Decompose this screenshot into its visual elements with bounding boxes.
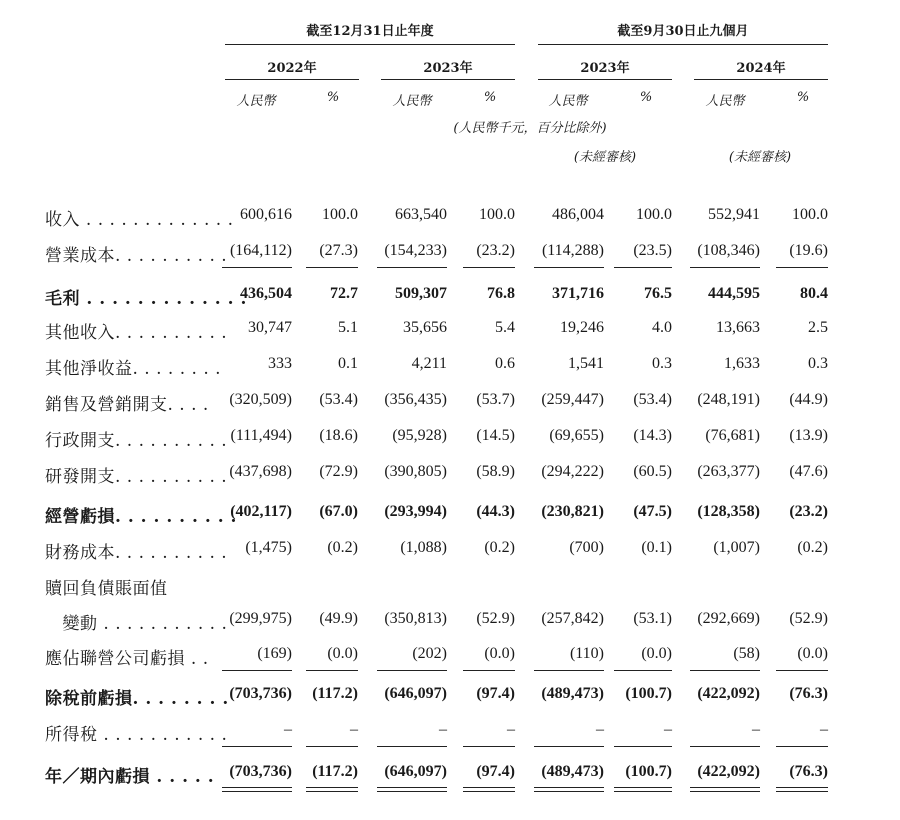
total-double-rule	[463, 787, 515, 792]
row-label: 經營虧損. . . . . . . . . .	[45, 507, 237, 527]
cell-percent: (53.4)	[319, 391, 358, 408]
cell-percent: (0.2)	[327, 539, 358, 556]
cell-amount: 333	[268, 355, 292, 372]
subtotal-rule	[222, 746, 292, 747]
cell-amount: (437,698)	[229, 463, 292, 480]
cell-percent: 100.0	[322, 206, 358, 223]
cell-percent: 80.4	[800, 285, 828, 302]
unaudited-note-2023: (未經審核)	[573, 150, 637, 165]
col-label-rmb-2022: 人民幣	[236, 94, 276, 109]
cell-percent: 76.5	[644, 285, 672, 302]
cell-amount: (69,655)	[549, 427, 604, 444]
cell-percent: 2.5	[808, 319, 828, 336]
subtotal-rule	[306, 267, 358, 268]
cell-amount: 30,747	[248, 319, 292, 336]
col-label-rmb-2023-nine: 人民幣	[548, 94, 588, 109]
cell-amount: –	[284, 721, 292, 738]
cell-percent: (0.2)	[797, 539, 828, 556]
row-label: 行政開支. . . . . . . . . .	[45, 431, 228, 451]
cell-amount: –	[752, 721, 760, 738]
year-header-2022: 2022年	[267, 61, 317, 76]
cell-amount: 13,663	[716, 319, 760, 336]
year-rule-2023-nine	[538, 79, 672, 80]
cell-percent: (0.0)	[327, 645, 358, 662]
cell-percent: (53.7)	[476, 391, 515, 408]
cell-amount: (154,233)	[384, 242, 447, 259]
cell-amount: (402,117)	[230, 503, 292, 520]
cell-amount: (292,669)	[697, 610, 760, 627]
cell-percent: (52.9)	[476, 610, 515, 627]
year-header-2023: 2023年	[423, 61, 473, 76]
cell-amount: 371,716	[552, 285, 604, 302]
cell-percent: (0.0)	[641, 645, 672, 662]
cell-percent: (60.5)	[633, 463, 672, 480]
row-label: 贖回負債賬面值	[45, 579, 168, 599]
cell-amount: 1,633	[724, 355, 760, 372]
cell-amount: (257,842)	[541, 610, 604, 627]
group-rule-nine-months	[538, 44, 828, 45]
cell-percent: (23.2)	[476, 242, 515, 259]
cell-amount: (356,435)	[384, 391, 447, 408]
cell-amount: (703,736)	[229, 685, 292, 702]
cell-percent: 4.0	[652, 319, 672, 336]
total-double-rule	[776, 787, 828, 792]
subtotal-rule	[463, 267, 515, 268]
cell-percent: –	[350, 721, 358, 738]
group-rule-year	[225, 44, 515, 45]
cell-percent: 0.6	[495, 355, 515, 372]
cell-percent: –	[664, 721, 672, 738]
cell-amount: (1,007)	[713, 539, 760, 556]
row-label: 收入 . . . . . . . . . . . . .	[45, 210, 234, 230]
cell-amount: (169)	[257, 645, 292, 662]
row-label: 變動 . . . . . . . . . . .	[45, 614, 228, 634]
cell-amount: (390,805)	[384, 463, 447, 480]
year-rule-2023	[381, 79, 515, 80]
row-label: 財務成本. . . . . . . . . .	[45, 543, 228, 563]
cell-percent: –	[820, 721, 828, 738]
cell-amount: (422,092)	[697, 763, 760, 780]
cell-percent: (58.9)	[476, 463, 515, 480]
cell-amount: (646,097)	[384, 685, 447, 702]
col-label-pct-2024: %	[796, 90, 810, 105]
cell-amount: –	[596, 721, 604, 738]
cell-percent: (47.6)	[789, 463, 828, 480]
cell-percent: 5.1	[338, 319, 358, 336]
cell-amount: (95,928)	[392, 427, 447, 444]
cell-percent: (44.9)	[789, 391, 828, 408]
cell-amount: 4,211	[411, 355, 447, 372]
subtotal-rule	[690, 267, 760, 268]
cell-percent: (47.5)	[633, 503, 672, 520]
cell-percent: (23.2)	[789, 503, 828, 520]
cell-amount: (489,473)	[541, 685, 604, 702]
cell-amount: (489,473)	[541, 763, 604, 780]
cell-percent: (27.3)	[319, 242, 358, 259]
subtotal-rule	[776, 670, 828, 671]
cell-percent: 0.1	[338, 355, 358, 372]
cell-percent: (97.4)	[476, 685, 515, 702]
cell-percent: (19.6)	[789, 242, 828, 259]
cell-percent: 72.7	[330, 285, 358, 302]
cell-percent: (0.1)	[641, 539, 672, 556]
subtotal-rule	[614, 670, 672, 671]
cell-percent: (117.2)	[312, 685, 358, 702]
year-rule-2024	[694, 79, 828, 80]
cell-percent: 100.0	[636, 206, 672, 223]
cell-amount: (76,681)	[705, 427, 760, 444]
col-label-pct-2023-nine: %	[639, 90, 653, 105]
cell-amount: 444,595	[708, 285, 760, 302]
cell-amount: 486,004	[552, 206, 604, 223]
year-header-2024: 2024年	[736, 61, 786, 76]
cell-percent: (53.4)	[633, 391, 672, 408]
cell-amount: 436,504	[240, 285, 292, 302]
cell-amount: 19,246	[560, 319, 604, 336]
cell-amount: (1,088)	[400, 539, 447, 556]
cell-percent: (23.5)	[633, 242, 672, 259]
col-label-rmb-2023: 人民幣	[392, 94, 432, 109]
cell-amount: (350,813)	[384, 610, 447, 627]
cell-amount: (299,975)	[229, 610, 292, 627]
year-header-2023-nine: 2023年	[580, 61, 630, 76]
year-rule-2022	[225, 79, 359, 80]
cell-amount: (114,288)	[541, 242, 604, 259]
cell-amount: (703,736)	[229, 763, 292, 780]
row-label: 銷售及營銷開支. . . .	[45, 395, 209, 415]
cell-percent: (13.9)	[789, 427, 828, 444]
subtotal-rule	[614, 267, 672, 268]
cell-percent: (52.9)	[789, 610, 828, 627]
row-label: 其他淨收益. . . . . . . .	[45, 359, 222, 379]
subtotal-rule	[463, 746, 515, 747]
cell-amount: (58)	[733, 645, 760, 662]
subtotal-rule	[534, 267, 604, 268]
cell-percent: (14.3)	[633, 427, 672, 444]
subtotal-rule	[463, 670, 515, 671]
row-label: 研發開支. . . . . . . . . .	[45, 467, 228, 487]
subtotal-rule	[306, 670, 358, 671]
row-label: 毛利 . . . . . . . . . . . . .	[45, 289, 247, 309]
row-label: 營業成本. . . . . . . . . .	[45, 246, 228, 266]
cell-percent: 100.0	[479, 206, 515, 223]
unaudited-note-2024: (未經審核)	[728, 150, 792, 165]
subtotal-rule	[690, 670, 760, 671]
cell-amount: (111,494)	[230, 427, 292, 444]
cell-amount: (259,447)	[541, 391, 604, 408]
cell-percent: 0.3	[808, 355, 828, 372]
cell-percent: (100.7)	[625, 763, 672, 780]
total-double-rule	[222, 787, 292, 792]
cell-percent: (76.3)	[789, 763, 828, 780]
subtotal-rule	[614, 746, 672, 747]
cell-amount: (263,377)	[697, 463, 760, 480]
cell-percent: (18.6)	[319, 427, 358, 444]
cell-percent: 76.8	[487, 285, 515, 302]
subtotal-rule	[222, 267, 292, 268]
group-header-year: 截至12月31日止年度	[306, 24, 434, 39]
cell-amount: (320,509)	[229, 391, 292, 408]
cell-amount: 1,541	[568, 355, 604, 372]
cell-percent: (0.0)	[797, 645, 828, 662]
row-label: 年／期內虧損 . . . . .	[45, 767, 215, 787]
cell-amount: (128,358)	[697, 503, 760, 520]
cell-percent: (72.9)	[319, 463, 358, 480]
row-label: 除稅前虧損. . . . . . . .	[45, 689, 229, 709]
subtotal-rule	[377, 267, 447, 268]
cell-amount: (110)	[569, 645, 604, 662]
unit-note: (人民幣千元，百分比除外)	[453, 121, 607, 136]
row-label: 應佔聯營公司虧損 . .	[45, 649, 209, 669]
cell-percent: (76.3)	[789, 685, 828, 702]
total-double-rule	[377, 787, 447, 792]
group-header-nine-months: 截至9月30日止九個月	[617, 24, 749, 39]
subtotal-rule	[377, 746, 447, 747]
cell-amount: 552,941	[708, 206, 760, 223]
cell-percent: (0.2)	[484, 539, 515, 556]
subtotal-rule	[222, 670, 292, 671]
cell-percent: (100.7)	[625, 685, 672, 702]
subtotal-rule	[776, 267, 828, 268]
col-label-rmb-2024: 人民幣	[705, 94, 745, 109]
cell-percent: (44.3)	[476, 503, 515, 520]
cell-amount: (294,222)	[541, 463, 604, 480]
cell-amount: (248,191)	[697, 391, 760, 408]
cell-percent: (97.4)	[476, 763, 515, 780]
col-label-pct-2023: %	[483, 90, 497, 105]
subtotal-rule	[534, 746, 604, 747]
cell-percent: (67.0)	[319, 503, 358, 520]
cell-amount: (108,346)	[697, 242, 760, 259]
col-label-pct-2022: %	[326, 90, 340, 105]
cell-amount: (700)	[569, 539, 604, 556]
total-double-rule	[614, 787, 672, 792]
row-label: 其他收入. . . . . . . . . .	[45, 323, 228, 343]
cell-amount: (646,097)	[384, 763, 447, 780]
cell-percent: –	[507, 721, 515, 738]
cell-amount: –	[439, 721, 447, 738]
cell-amount: (202)	[412, 645, 447, 662]
total-double-rule	[690, 787, 760, 792]
cell-amount: (164,112)	[229, 242, 292, 259]
cell-amount: (293,994)	[384, 503, 447, 520]
cell-amount: 600,616	[240, 206, 292, 223]
cell-percent: (0.0)	[484, 645, 515, 662]
cell-percent: 100.0	[792, 206, 828, 223]
cell-percent: (14.5)	[476, 427, 515, 444]
subtotal-rule	[690, 746, 760, 747]
total-double-rule	[534, 787, 604, 792]
cell-percent: (117.2)	[312, 763, 358, 780]
cell-amount: 663,540	[395, 206, 447, 223]
cell-amount: (230,821)	[541, 503, 604, 520]
total-double-rule	[306, 787, 358, 792]
cell-amount: 35,656	[403, 319, 447, 336]
subtotal-rule	[534, 670, 604, 671]
cell-amount: (422,092)	[697, 685, 760, 702]
cell-percent: (53.1)	[633, 610, 672, 627]
row-label: 所得稅 . . . . . . . . . . .	[45, 725, 228, 745]
cell-percent: (49.9)	[319, 610, 358, 627]
cell-amount: 509,307	[395, 285, 447, 302]
cell-percent: 5.4	[495, 319, 515, 336]
subtotal-rule	[776, 746, 828, 747]
cell-percent: 0.3	[652, 355, 672, 372]
subtotal-rule	[306, 746, 358, 747]
cell-amount: (1,475)	[245, 539, 292, 556]
subtotal-rule	[377, 670, 447, 671]
